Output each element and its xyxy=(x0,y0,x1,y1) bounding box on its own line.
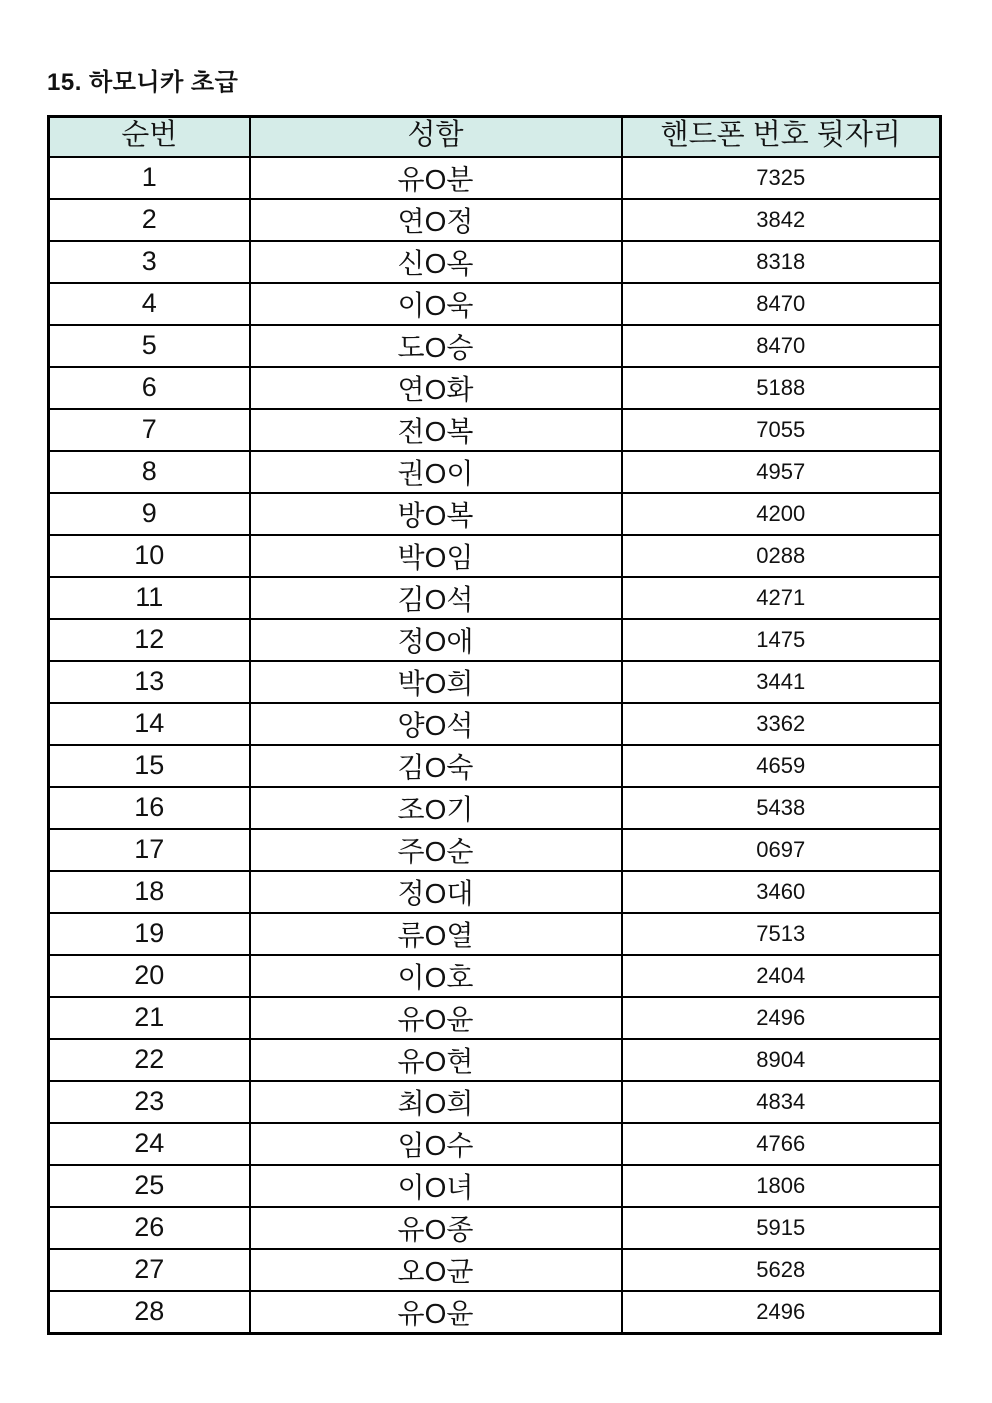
table-row xyxy=(49,409,941,451)
cell-phone: 0697 xyxy=(622,829,941,871)
cell-name: 정O애 xyxy=(250,619,622,661)
cell-name: 양O석 xyxy=(250,703,622,745)
cell-no: 19 xyxy=(49,913,250,955)
cell-no: 17 xyxy=(49,829,250,871)
cell-name: 전O복 xyxy=(250,409,622,451)
cell-no: 7 xyxy=(49,409,250,451)
cell-phone: 2496 xyxy=(622,1291,941,1334)
cell-phone: 4200 xyxy=(622,493,941,535)
cell-name: 최O희 xyxy=(250,1081,622,1123)
cell-phone: 5915 xyxy=(622,1207,941,1249)
cell-phone: 8470 xyxy=(622,283,941,325)
table-row xyxy=(49,283,941,325)
table-row xyxy=(49,619,941,661)
cell-no: 1 xyxy=(49,157,250,199)
cell-name: 류O열 xyxy=(250,913,622,955)
cell-no: 10 xyxy=(49,535,250,577)
cell-no: 8 xyxy=(49,451,250,493)
table-row xyxy=(49,451,941,493)
column-header-number: 순번 xyxy=(49,117,250,157)
table-row xyxy=(49,997,941,1039)
table-row xyxy=(49,367,941,409)
page-title: 15. 하모니카 초급 xyxy=(47,69,239,96)
cell-phone: 7055 xyxy=(622,409,941,451)
cell-phone: 4659 xyxy=(622,745,941,787)
cell-phone: 5188 xyxy=(622,367,941,409)
table-row xyxy=(49,1039,941,1081)
cell-name: 조O기 xyxy=(250,787,622,829)
cell-name: 김O숙 xyxy=(250,745,622,787)
table-row xyxy=(49,1291,941,1334)
cell-no: 13 xyxy=(49,661,250,703)
cell-phone: 3441 xyxy=(622,661,941,703)
cell-no: 18 xyxy=(49,871,250,913)
roster-table xyxy=(47,115,942,1335)
cell-no: 27 xyxy=(49,1249,250,1291)
table-row xyxy=(49,577,941,619)
cell-no: 3 xyxy=(49,241,250,283)
cell-name: 연O정 xyxy=(250,199,622,241)
cell-name: 유O종 xyxy=(250,1207,622,1249)
cell-name: 이O녀 xyxy=(250,1165,622,1207)
cell-phone: 2404 xyxy=(622,955,941,997)
table-row xyxy=(49,913,941,955)
cell-phone: 4957 xyxy=(622,451,941,493)
cell-name: 유O분 xyxy=(250,157,622,199)
cell-no: 2 xyxy=(49,199,250,241)
cell-name: 유O윤 xyxy=(250,1291,622,1334)
cell-name: 도O승 xyxy=(250,325,622,367)
table-row xyxy=(49,325,941,367)
cell-no: 26 xyxy=(49,1207,250,1249)
cell-name: 박O희 xyxy=(250,661,622,703)
cell-phone: 8318 xyxy=(622,241,941,283)
table-row xyxy=(49,745,941,787)
cell-no: 21 xyxy=(49,997,250,1039)
table-row xyxy=(49,871,941,913)
cell-name: 박O임 xyxy=(250,535,622,577)
cell-phone: 0288 xyxy=(622,535,941,577)
column-header-phone: 핸드폰 번호 뒷자리 xyxy=(622,117,941,157)
cell-phone: 8470 xyxy=(622,325,941,367)
table-row xyxy=(49,703,941,745)
cell-name: 주O순 xyxy=(250,829,622,871)
cell-phone: 1806 xyxy=(622,1165,941,1207)
cell-phone: 7325 xyxy=(622,157,941,199)
cell-name: 이O호 xyxy=(250,955,622,997)
cell-phone: 4834 xyxy=(622,1081,941,1123)
cell-no: 24 xyxy=(49,1123,250,1165)
cell-no: 11 xyxy=(49,577,250,619)
cell-name: 임O수 xyxy=(250,1123,622,1165)
cell-no: 9 xyxy=(49,493,250,535)
cell-no: 22 xyxy=(49,1039,250,1081)
cell-phone: 5628 xyxy=(622,1249,941,1291)
table-row xyxy=(49,1081,941,1123)
cell-no: 20 xyxy=(49,955,250,997)
cell-no: 12 xyxy=(49,619,250,661)
cell-phone: 8904 xyxy=(622,1039,941,1081)
cell-no: 15 xyxy=(49,745,250,787)
table-row xyxy=(49,1123,941,1165)
cell-name: 연O화 xyxy=(250,367,622,409)
table-row xyxy=(49,955,941,997)
cell-phone: 2496 xyxy=(622,997,941,1039)
cell-phone: 1475 xyxy=(622,619,941,661)
table-row xyxy=(49,493,941,535)
cell-no: 23 xyxy=(49,1081,250,1123)
cell-no: 4 xyxy=(49,283,250,325)
roster-table-header xyxy=(49,117,941,157)
table-row xyxy=(49,157,941,199)
cell-phone: 3842 xyxy=(622,199,941,241)
table-row xyxy=(49,535,941,577)
table-row xyxy=(49,829,941,871)
roster-table-body xyxy=(49,157,941,1334)
table-row xyxy=(49,787,941,829)
cell-no: 14 xyxy=(49,703,250,745)
cell-phone: 3362 xyxy=(622,703,941,745)
cell-name: 오O균 xyxy=(250,1249,622,1291)
column-header-name: 성함 xyxy=(250,117,622,157)
cell-phone: 7513 xyxy=(622,913,941,955)
cell-no: 16 xyxy=(49,787,250,829)
cell-phone: 4766 xyxy=(622,1123,941,1165)
cell-name: 권O이 xyxy=(250,451,622,493)
table-row xyxy=(49,241,941,283)
table-row xyxy=(49,661,941,703)
cell-name: 신O옥 xyxy=(250,241,622,283)
cell-no: 6 xyxy=(49,367,250,409)
cell-no: 5 xyxy=(49,325,250,367)
cell-no: 25 xyxy=(49,1165,250,1207)
cell-phone: 5438 xyxy=(622,787,941,829)
cell-name: 유O윤 xyxy=(250,997,622,1039)
table-row xyxy=(49,1165,941,1207)
cell-name: 이O욱 xyxy=(250,283,622,325)
cell-no: 28 xyxy=(49,1291,250,1334)
cell-name: 방O복 xyxy=(250,493,622,535)
header-row xyxy=(49,117,941,157)
cell-phone: 4271 xyxy=(622,577,941,619)
table-row xyxy=(49,1249,941,1291)
cell-name: 유O현 xyxy=(250,1039,622,1081)
cell-name: 김O석 xyxy=(250,577,622,619)
cell-phone: 3460 xyxy=(622,871,941,913)
table-row xyxy=(49,199,941,241)
cell-name: 정O대 xyxy=(250,871,622,913)
table-row xyxy=(49,1207,941,1249)
